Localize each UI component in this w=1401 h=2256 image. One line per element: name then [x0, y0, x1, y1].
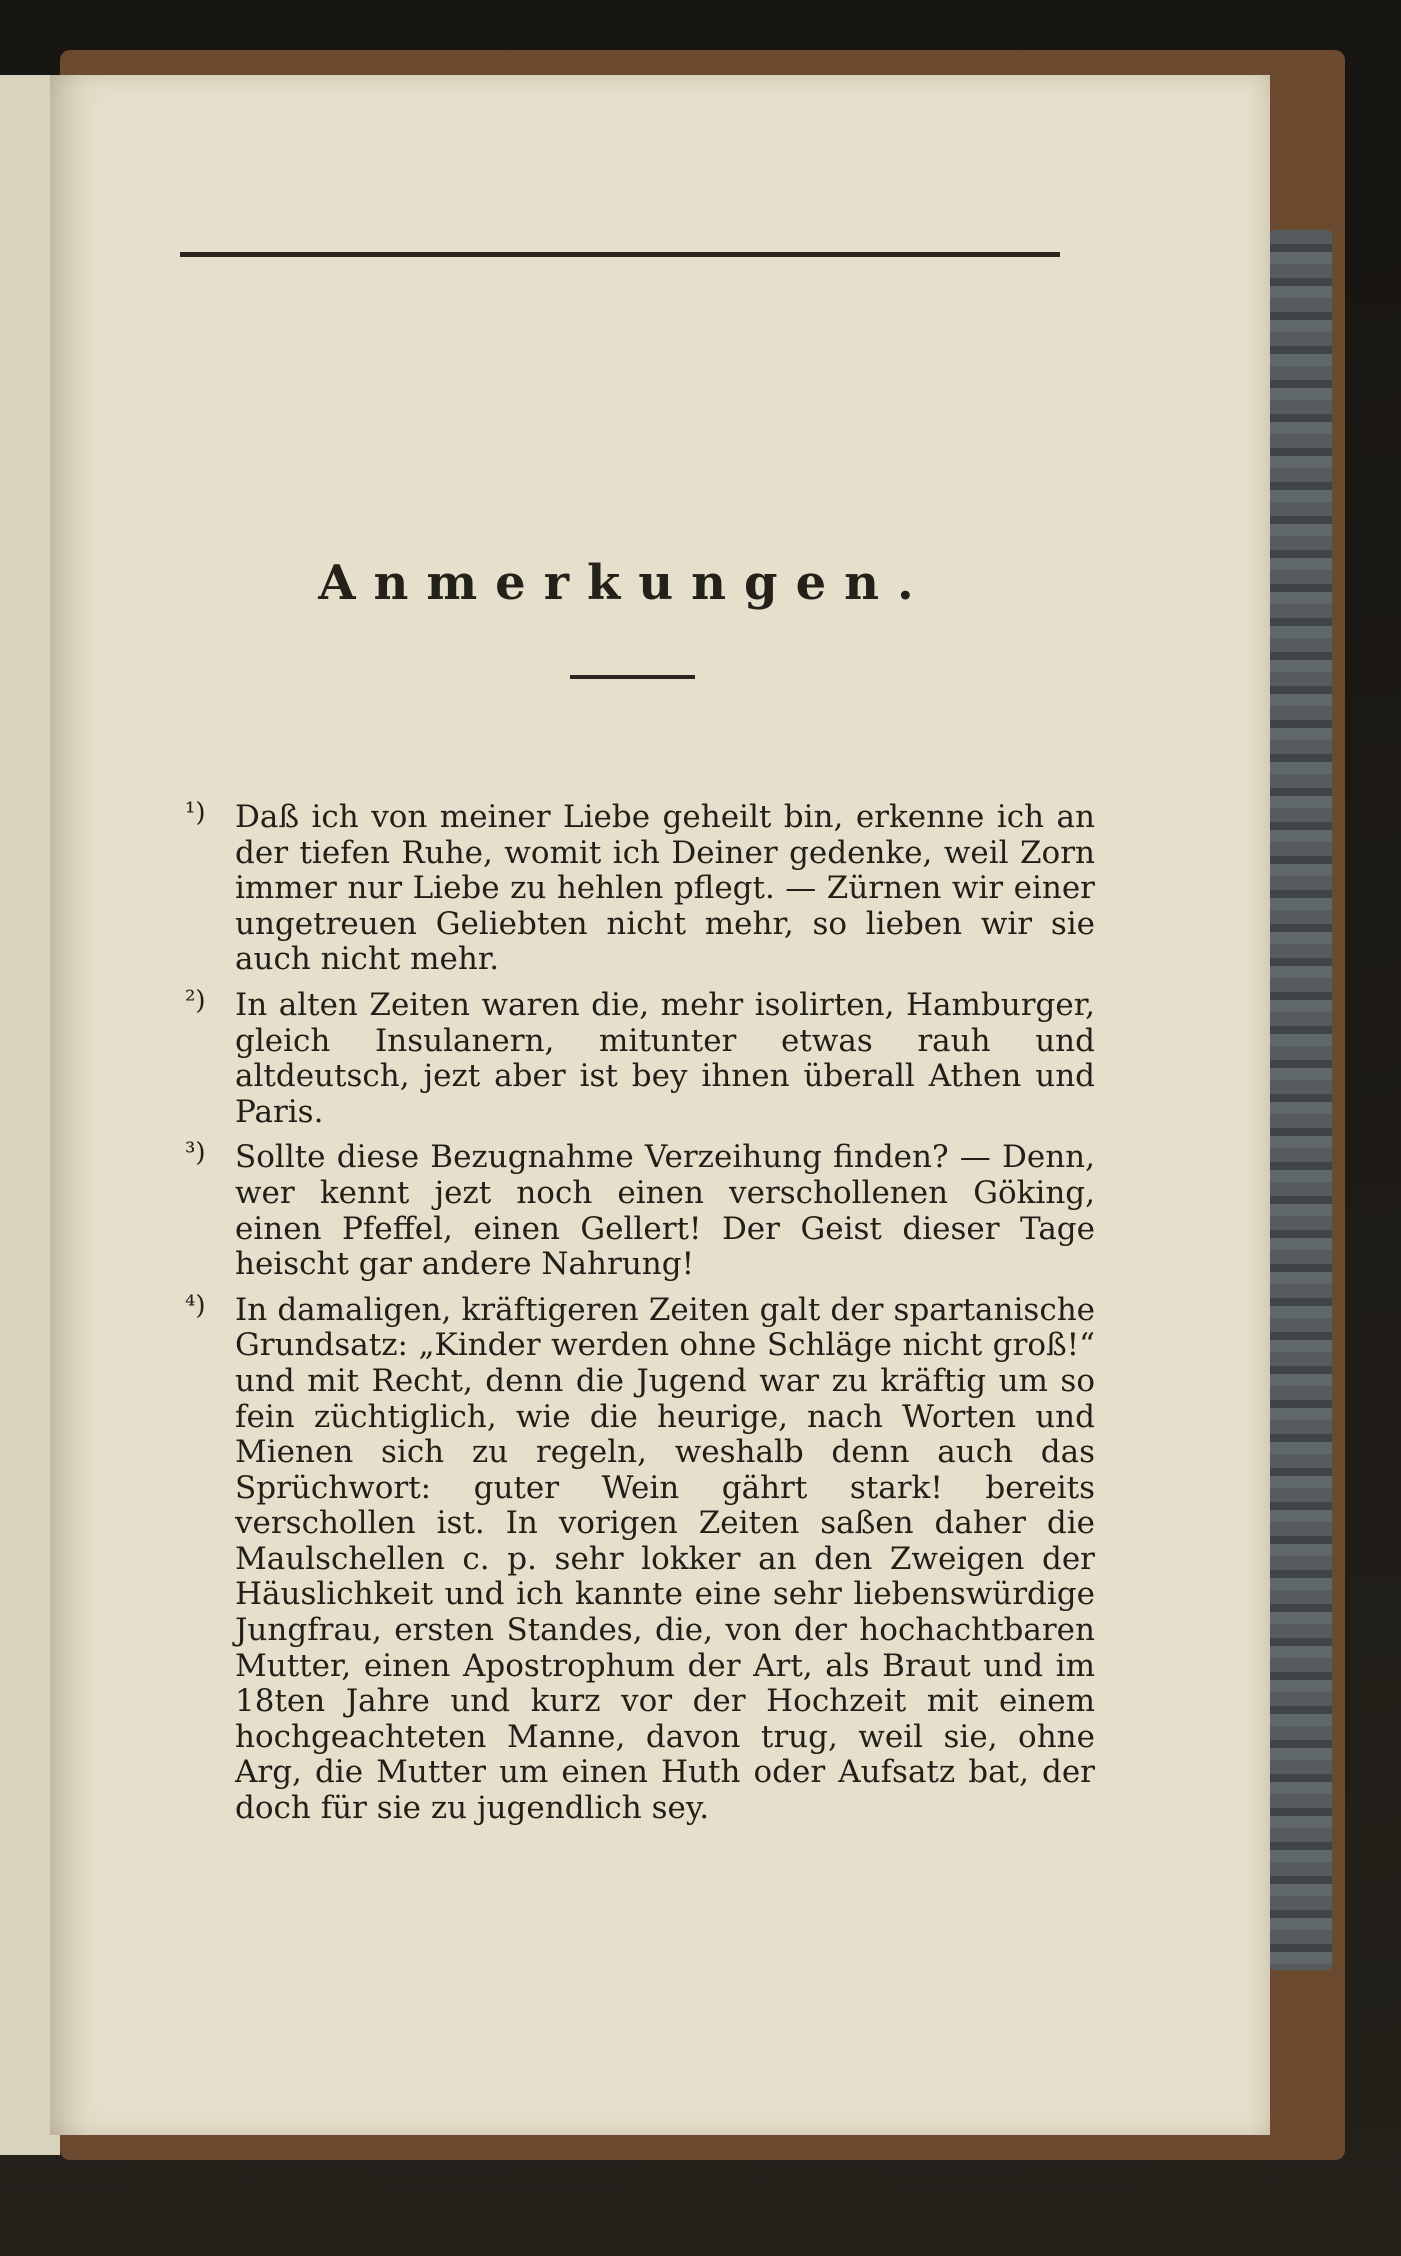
footnote-text: Sollte diese Bezugnahme Verzeihung finden? — Denn, wer kennt jezt noch einen verschollenen Göking, einen Pfeffel, einen Gellert! Der Geist dieser Tage heischt gar andere Nahrung! — [235, 1139, 1095, 1283]
top-rule — [180, 252, 1060, 257]
footnote-text: Daß ich von meiner Liebe geheilt bin, erkenne ich an der tiefen Ruhe, womit ich Deiner gedenke, weil Zorn immer nur Liebe zu hehlen pflegt. — Zürnen wir einer ungetreuen Geliebten nicht mehr, so lieben wir sie auch nicht mehr. — [235, 799, 1095, 978]
footnote-marker: ³) — [185, 1138, 206, 1169]
footnote — [175, 1290, 1095, 1827]
heading-rule — [570, 675, 695, 679]
footnote-list — [175, 800, 1095, 1837]
footnote — [175, 985, 1095, 1130]
footnote — [175, 800, 1095, 978]
footnote-marker: ²) — [185, 985, 206, 1016]
footnote — [175, 1140, 1095, 1282]
footnote-text: In damaligen, kräftigeren Zeiten galt der spartanische Grundsatz: „Kinder werden ohne Schläge nicht groß!“ und mit Recht, denn die Jugend war zu kräftig um so fein züchtiglich, wie die heurige, nach Worten und Mienen sich zu regeln, weshalb denn auch das Sprüchwort: guter Wein gährt stark! bereits verschollen ist. In vorigen Zeiten saßen daher die Maulschellen c. p. sehr lokker an den Zweigen der Häuslichkeit und ich kannte eine sehr liebenswürdige Jungfrau, ersten Standes, die, von der hochachtbaren Mutter, einen Apostrophum der Art, als Braut und im 18ten Jahre und kurz vor der Hochzeit mit einem hochgeachteten Manne, davon trug, weil sie, ohne Arg, die Mutter um einen Huth oder Aufsatz bat, der doch für sie zu jugendlich sey. — [235, 1291, 1095, 1827]
footnote-text: In alten Zeiten waren die, mehr isolirten, Hamburger, gleich Insulanern, mitunter etwas rauh und altdeutsch, jezt aber ist bey ihnen überall Athen und Paris. — [235, 986, 1095, 1130]
book-spine-edge — [1270, 230, 1332, 1970]
footnote-marker: ⁴) — [185, 1290, 206, 1321]
page-heading: Anmerkungen. — [318, 555, 932, 611]
footnote-marker: ¹) — [185, 798, 206, 828]
